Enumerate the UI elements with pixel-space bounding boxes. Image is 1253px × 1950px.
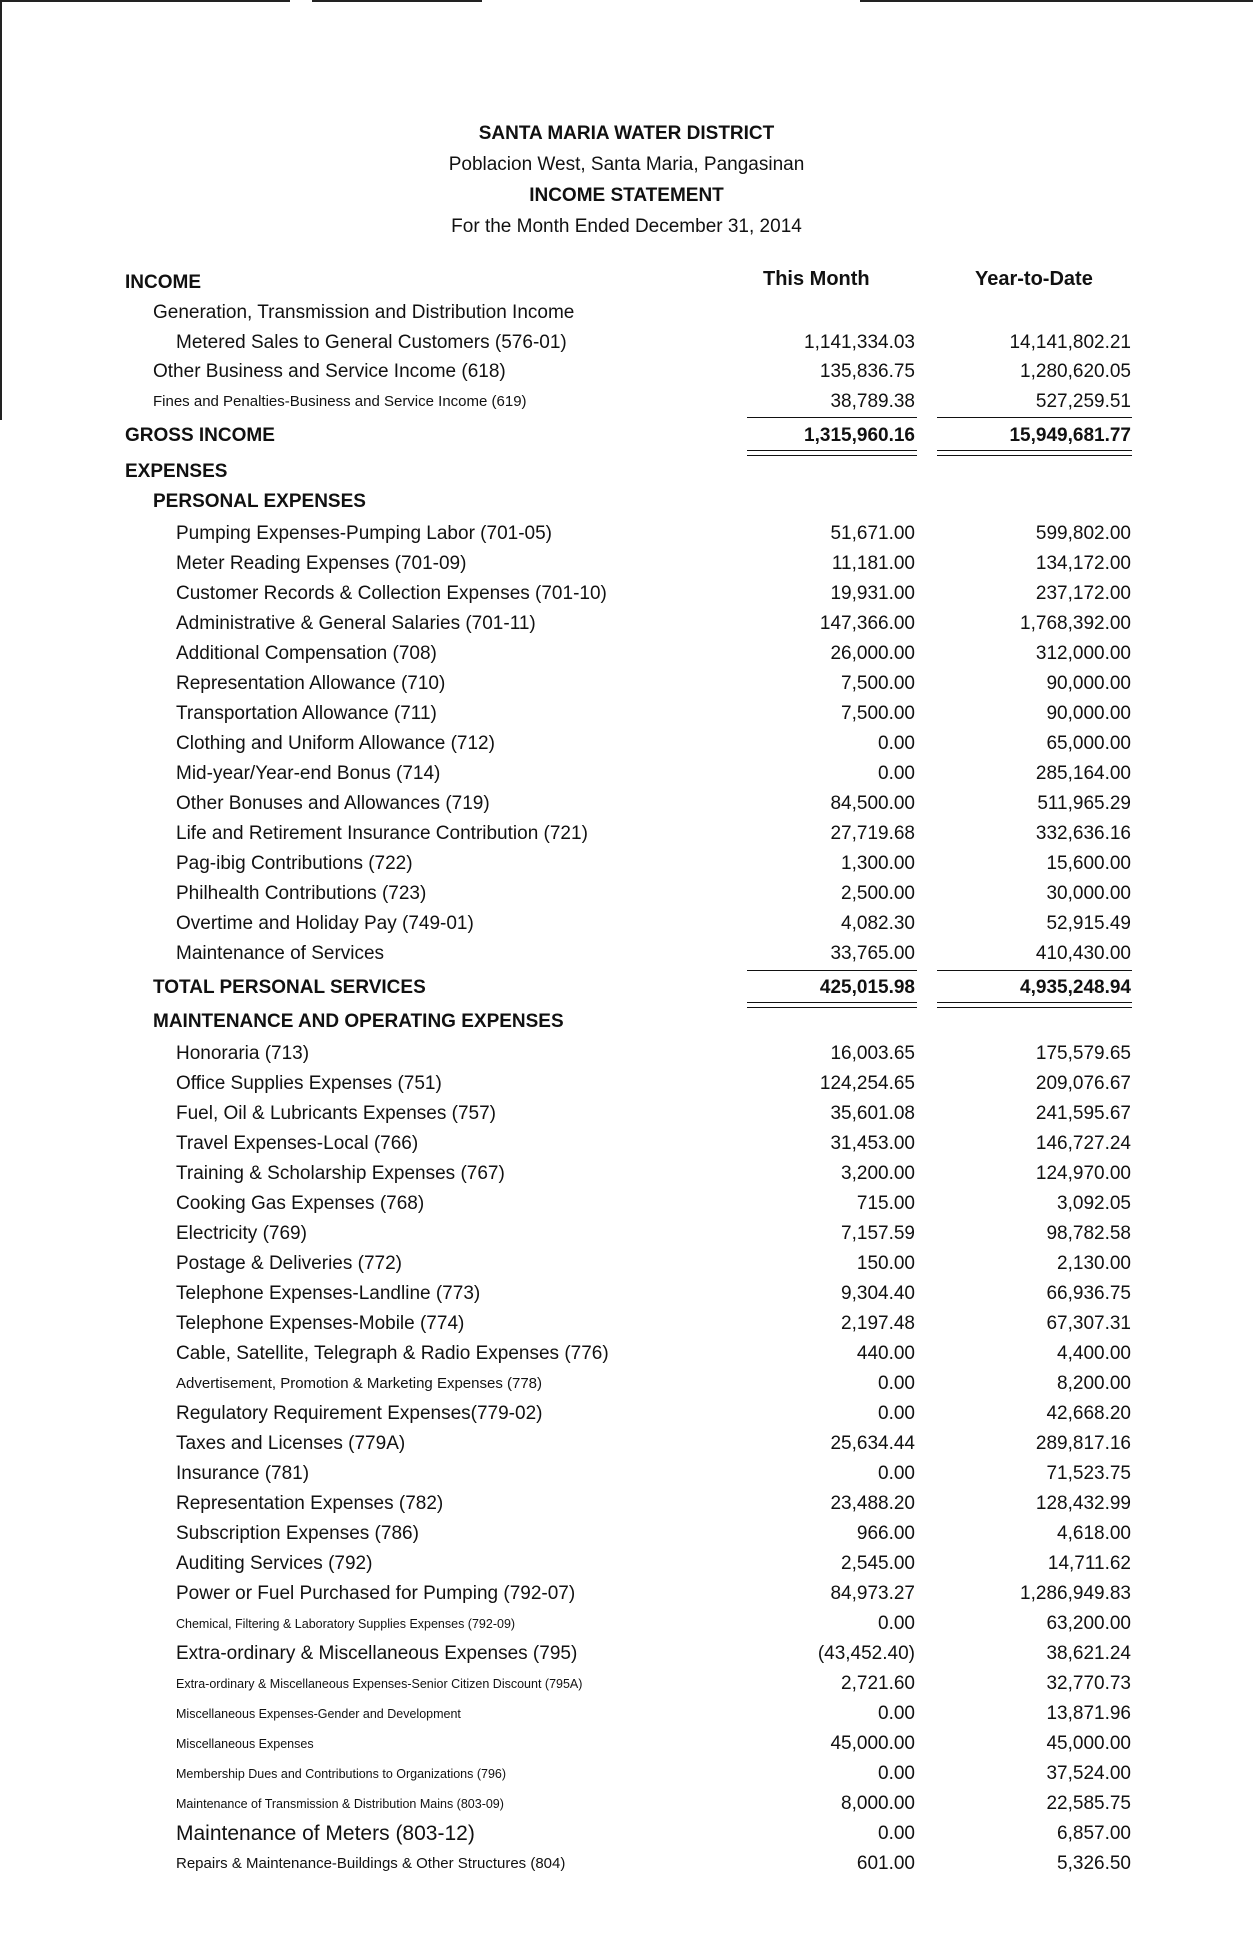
this-month-value: 3,200.00 xyxy=(841,1163,915,1184)
ytd-value: 30,000.00 xyxy=(1046,883,1131,904)
statement-row xyxy=(0,1369,1253,1399)
statement-row xyxy=(0,1039,1253,1069)
ytd-value: 63,200.00 xyxy=(1046,1613,1131,1634)
this-month-value: 0.00 xyxy=(878,1763,915,1784)
row-label: Extra-ordinary & Miscellaneous Expenses-Senior Citizen Discount (795A) xyxy=(176,1677,583,1691)
row-label: Membership Dues and Contributions to Organizations (796) xyxy=(176,1767,507,1781)
row-label: Repairs & Maintenance-Buildings & Other Structures (804) xyxy=(176,1855,566,1872)
statement-row xyxy=(0,1759,1253,1789)
this-month-value: 7,157.59 xyxy=(841,1223,915,1244)
row-label: Power or Fuel Purchased for Pumping (792-07) xyxy=(176,1583,576,1604)
total-double-rule xyxy=(937,450,1132,456)
ytd-value: 13,871.96 xyxy=(1046,1703,1131,1724)
subtotal-rule xyxy=(937,417,1132,418)
statement-row xyxy=(0,1339,1253,1369)
statement-row xyxy=(0,1579,1253,1609)
this-month-value: 23,488.20 xyxy=(830,1493,915,1514)
ytd-value: 4,935,248.94 xyxy=(1020,977,1131,998)
ytd-value: 6,857.00 xyxy=(1057,1823,1131,1844)
this-month-value: 425,015.98 xyxy=(819,977,915,998)
ytd-value: 175,579.65 xyxy=(1035,1043,1131,1064)
ytd-value: 4,618.00 xyxy=(1057,1523,1131,1544)
this-month-value: 0.00 xyxy=(878,1403,915,1424)
ytd-value: 65,000.00 xyxy=(1046,733,1131,754)
statement-row xyxy=(0,1489,1253,1519)
statement-row xyxy=(0,1159,1253,1189)
this-month-value: 1,315,960.16 xyxy=(804,425,915,446)
this-month-value: 2,545.00 xyxy=(841,1553,915,1574)
ytd-value: 289,817.16 xyxy=(1035,1433,1131,1454)
row-label: Training & Scholarship Expenses (767) xyxy=(176,1163,505,1184)
statement-row xyxy=(0,1069,1253,1099)
total-double-rule xyxy=(747,450,917,456)
this-month-value: 25,634.44 xyxy=(830,1433,915,1454)
this-month-value: 150.00 xyxy=(856,1253,915,1274)
row-label: Honoraria (713) xyxy=(176,1043,310,1064)
row-label: Cooking Gas Expenses (768) xyxy=(176,1193,425,1214)
statement-row xyxy=(0,849,1253,879)
this-month-value: 33,765.00 xyxy=(830,943,915,964)
statement-row xyxy=(0,699,1253,729)
statement-row xyxy=(0,1519,1253,1549)
row-label: Additional Compensation (708) xyxy=(176,643,437,664)
column-header-this-month: This Month xyxy=(763,268,870,290)
row-label: Metered Sales to General Customers (576-01) xyxy=(176,332,567,353)
statement-row xyxy=(0,328,1253,358)
statement-row xyxy=(0,819,1253,849)
this-month-value: 0.00 xyxy=(878,763,915,784)
this-month-value: 7,500.00 xyxy=(841,703,915,724)
statement-row xyxy=(0,973,1253,1003)
ytd-value: 37,524.00 xyxy=(1046,1763,1131,1784)
statement-row xyxy=(0,1729,1253,1759)
row-label: Clothing and Uniform Allowance (712) xyxy=(176,733,495,754)
ytd-value: 146,727.24 xyxy=(1035,1133,1131,1154)
statement-row xyxy=(0,387,1253,417)
row-label: Customer Records & Collection Expenses (701-10) xyxy=(176,583,607,604)
row-label: Auditing Services (792) xyxy=(176,1553,373,1574)
statement-row xyxy=(0,357,1253,387)
row-label: Miscellaneous Expenses xyxy=(176,1737,314,1751)
row-label: Generation, Transmission and Distribution Income xyxy=(153,302,575,323)
this-month-value: 38,789.38 xyxy=(830,391,915,412)
this-month-value: 35,601.08 xyxy=(830,1103,915,1124)
statement-row xyxy=(0,939,1253,969)
this-month-value: 51,671.00 xyxy=(830,523,915,544)
this-month-value: 135,836.75 xyxy=(819,361,915,382)
org-address: Poblacion West, Santa Maria, Pangasinan xyxy=(448,154,805,175)
ytd-value: 66,936.75 xyxy=(1046,1283,1131,1304)
statement-row xyxy=(0,909,1253,939)
statement-period: For the Month Ended December 31, 2014 xyxy=(451,216,802,237)
this-month-value: 9,304.40 xyxy=(841,1283,915,1304)
ytd-value: 38,621.24 xyxy=(1046,1643,1131,1664)
row-label: Other Business and Service Income (618) xyxy=(153,361,506,382)
ytd-value: 5,326.50 xyxy=(1057,1853,1131,1874)
statement-row xyxy=(0,421,1253,451)
statement-row xyxy=(0,1639,1253,1669)
subtotal-rule xyxy=(747,970,917,971)
this-month-value: 84,500.00 xyxy=(830,793,915,814)
statement-row xyxy=(0,729,1253,759)
row-label: Meter Reading Expenses (701-09) xyxy=(176,553,467,574)
ytd-value: 15,600.00 xyxy=(1046,853,1131,874)
row-label: Telephone Expenses-Landline (773) xyxy=(176,1283,481,1304)
row-label: GROSS INCOME xyxy=(125,425,275,446)
row-label: Taxes and Licenses (779A) xyxy=(176,1433,406,1454)
row-label: PERSONAL EXPENSES xyxy=(153,491,366,512)
this-month-value: 0.00 xyxy=(878,1613,915,1634)
statement-row xyxy=(0,1429,1253,1459)
this-month-value: 0.00 xyxy=(878,1463,915,1484)
statement-row xyxy=(0,457,1253,487)
subtotal-rule xyxy=(747,417,917,418)
row-label: Representation Allowance (710) xyxy=(176,673,446,694)
ytd-value: 128,432.99 xyxy=(1035,1493,1131,1514)
ytd-value: 3,092.05 xyxy=(1057,1193,1131,1214)
ytd-value: 599,802.00 xyxy=(1035,523,1131,544)
statement-row xyxy=(0,1609,1253,1639)
row-label: Cable, Satellite, Telegraph & Radio Expenses (776) xyxy=(176,1343,609,1364)
this-month-value: 19,931.00 xyxy=(830,583,915,604)
ytd-value: 332,636.16 xyxy=(1035,823,1131,844)
this-month-value: 84,973.27 xyxy=(830,1583,915,1604)
statement-row xyxy=(0,639,1253,669)
row-label: Other Bonuses and Allowances (719) xyxy=(176,793,490,814)
statement-row xyxy=(0,1819,1253,1849)
row-label: Fines and Penalties-Business and Service Income (619) xyxy=(153,393,527,410)
statement-row xyxy=(0,1849,1253,1879)
this-month-value: 715.00 xyxy=(856,1193,915,1214)
row-label: Pumping Expenses-Pumping Labor (701-05) xyxy=(176,523,552,544)
statement-row xyxy=(0,1249,1253,1279)
row-label: Postage & Deliveries (772) xyxy=(176,1253,402,1274)
statement-row xyxy=(0,1279,1253,1309)
statement-row xyxy=(0,1219,1253,1249)
ytd-value: 32,770.73 xyxy=(1046,1673,1131,1694)
this-month-value: 0.00 xyxy=(878,1703,915,1724)
ytd-value: 285,164.00 xyxy=(1035,763,1131,784)
row-label: Regulatory Requirement Expenses(779-02) xyxy=(176,1403,543,1424)
ytd-value: 45,000.00 xyxy=(1046,1733,1131,1754)
total-double-rule xyxy=(937,1002,1132,1008)
statement-row xyxy=(0,549,1253,579)
row-label: Telephone Expenses-Mobile (774) xyxy=(176,1313,465,1334)
this-month-value: 8,000.00 xyxy=(841,1793,915,1814)
subtotal-rule xyxy=(937,970,1132,971)
this-month-value: 16,003.65 xyxy=(830,1043,915,1064)
ytd-value: 1,286,949.83 xyxy=(1020,1583,1131,1604)
this-month-value: 0.00 xyxy=(878,733,915,754)
ytd-value: 90,000.00 xyxy=(1046,673,1131,694)
statement-row xyxy=(0,1549,1253,1579)
ytd-value: 42,668.20 xyxy=(1046,1403,1131,1424)
ytd-value: 410,430.00 xyxy=(1035,943,1131,964)
row-label: Chemical, Filtering & Laboratory Supplies Expenses (792-09) xyxy=(176,1617,516,1631)
row-label: Maintenance of Transmission & Distribution Mains (803-09) xyxy=(176,1797,504,1811)
statement-row xyxy=(0,268,1253,298)
row-label: Subscription Expenses (786) xyxy=(176,1523,419,1544)
statement-row xyxy=(0,1699,1253,1729)
statement-row xyxy=(0,789,1253,819)
this-month-value: 124,254.65 xyxy=(819,1073,915,1094)
this-month-value: 147,366.00 xyxy=(819,613,915,634)
ytd-value: 15,949,681.77 xyxy=(1009,425,1131,446)
statement-row xyxy=(0,759,1253,789)
statement-row xyxy=(0,1789,1253,1819)
statement-row xyxy=(0,1129,1253,1159)
row-label: Insurance (781) xyxy=(176,1463,310,1484)
statement-row xyxy=(0,1099,1253,1129)
row-label: Maintenance of Services xyxy=(176,943,385,964)
ytd-value: 241,595.67 xyxy=(1035,1103,1131,1124)
this-month-value: 0.00 xyxy=(878,1823,915,1844)
org-name: SANTA MARIA WATER DISTRICT xyxy=(478,123,775,144)
row-label: Office Supplies Expenses (751) xyxy=(176,1073,442,1094)
row-label: EXPENSES xyxy=(125,461,228,482)
row-label: Advertisement, Promotion & Marketing Expenses (778) xyxy=(176,1375,542,1392)
ytd-value: 2,130.00 xyxy=(1057,1253,1131,1274)
ytd-value: 67,307.31 xyxy=(1046,1313,1131,1334)
this-month-value: 4,082.30 xyxy=(841,913,915,934)
statement-row xyxy=(0,1189,1253,1219)
ytd-value: 237,172.00 xyxy=(1035,583,1131,604)
row-label: Travel Expenses-Local (766) xyxy=(176,1133,419,1154)
this-month-value: 2,721.60 xyxy=(841,1673,915,1694)
ytd-value: 1,280,620.05 xyxy=(1020,361,1131,382)
statement-row xyxy=(0,519,1253,549)
statement-title: INCOME STATEMENT xyxy=(529,185,724,206)
ytd-value: 511,965.29 xyxy=(1037,793,1131,814)
ytd-value: 14,141,802.21 xyxy=(1009,332,1131,353)
ytd-value: 124,970.00 xyxy=(1035,1163,1131,1184)
statement-row xyxy=(0,1459,1253,1489)
statement-row xyxy=(0,1669,1253,1699)
statement-row xyxy=(0,487,1253,517)
statement-row xyxy=(0,609,1253,639)
row-label: Representation Expenses (782) xyxy=(176,1493,444,1514)
ytd-value: 98,782.58 xyxy=(1046,1223,1131,1244)
ytd-value: 527,259.51 xyxy=(1035,391,1131,412)
row-label: Miscellaneous Expenses-Gender and Development xyxy=(176,1707,461,1721)
row-label: Overtime and Holiday Pay (749-01) xyxy=(176,913,474,934)
row-label: Pag-ibig Contributions (722) xyxy=(176,853,413,874)
ytd-value: 22,585.75 xyxy=(1046,1793,1131,1814)
this-month-value: 2,197.48 xyxy=(841,1313,915,1334)
this-month-value: 0.00 xyxy=(878,1373,915,1394)
this-month-value: 2,500.00 xyxy=(841,883,915,904)
ytd-value: 52,915.49 xyxy=(1046,913,1131,934)
statement-row xyxy=(0,579,1253,609)
row-label: Fuel, Oil & Lubricants Expenses (757) xyxy=(176,1103,496,1124)
row-label: Transportation Allowance (711) xyxy=(176,703,437,724)
row-label: Extra-ordinary & Miscellaneous Expenses (795) xyxy=(176,1643,578,1664)
this-month-value: (43,452.40) xyxy=(817,1643,915,1664)
column-header-ytd: Year-to-Date xyxy=(975,268,1093,290)
row-label: Life and Retirement Insurance Contribution (721) xyxy=(176,823,588,844)
row-label: Mid-year/Year-end Bonus (714) xyxy=(176,763,441,784)
statement-row xyxy=(0,879,1253,909)
this-month-value: 1,300.00 xyxy=(841,853,915,874)
ytd-value: 134,172.00 xyxy=(1035,553,1131,574)
this-month-value: 7,500.00 xyxy=(841,673,915,694)
ytd-value: 90,000.00 xyxy=(1046,703,1131,724)
statement-row xyxy=(0,1309,1253,1339)
total-double-rule xyxy=(747,1002,917,1008)
this-month-value: 26,000.00 xyxy=(830,643,915,664)
this-month-value: 31,453.00 xyxy=(830,1133,915,1154)
row-label: Electricity (769) xyxy=(176,1223,307,1244)
statement-row xyxy=(0,1007,1253,1037)
this-month-value: 27,719.68 xyxy=(830,823,915,844)
this-month-value: 966.00 xyxy=(856,1523,915,1544)
ytd-value: 312,000.00 xyxy=(1035,643,1131,664)
ytd-value: 209,076.67 xyxy=(1035,1073,1131,1094)
statement-row xyxy=(0,669,1253,699)
this-month-value: 11,181.00 xyxy=(831,553,915,574)
this-month-value: 440.00 xyxy=(856,1343,915,1364)
statement-row xyxy=(0,298,1253,328)
row-label: Philhealth Contributions (723) xyxy=(176,883,427,904)
this-month-value: 601.00 xyxy=(856,1853,915,1874)
this-month-value: 45,000.00 xyxy=(830,1733,915,1754)
row-label: MAINTENANCE AND OPERATING EXPENSES xyxy=(153,1011,564,1032)
row-label: INCOME xyxy=(125,272,201,293)
ytd-value: 71,523.75 xyxy=(1046,1463,1131,1484)
row-label: Maintenance of Meters (803-12) xyxy=(176,1822,475,1845)
statement-row xyxy=(0,1399,1253,1429)
ytd-value: 8,200.00 xyxy=(1057,1373,1131,1394)
ytd-value: 4,400.00 xyxy=(1057,1343,1131,1364)
row-label: TOTAL PERSONAL SERVICES xyxy=(153,977,426,998)
this-month-value: 1,141,334.03 xyxy=(804,332,915,353)
ytd-value: 1,768,392.00 xyxy=(1020,613,1131,634)
row-label: Administrative & General Salaries (701-11) xyxy=(176,613,536,634)
ytd-value: 14,711.62 xyxy=(1047,1553,1131,1574)
